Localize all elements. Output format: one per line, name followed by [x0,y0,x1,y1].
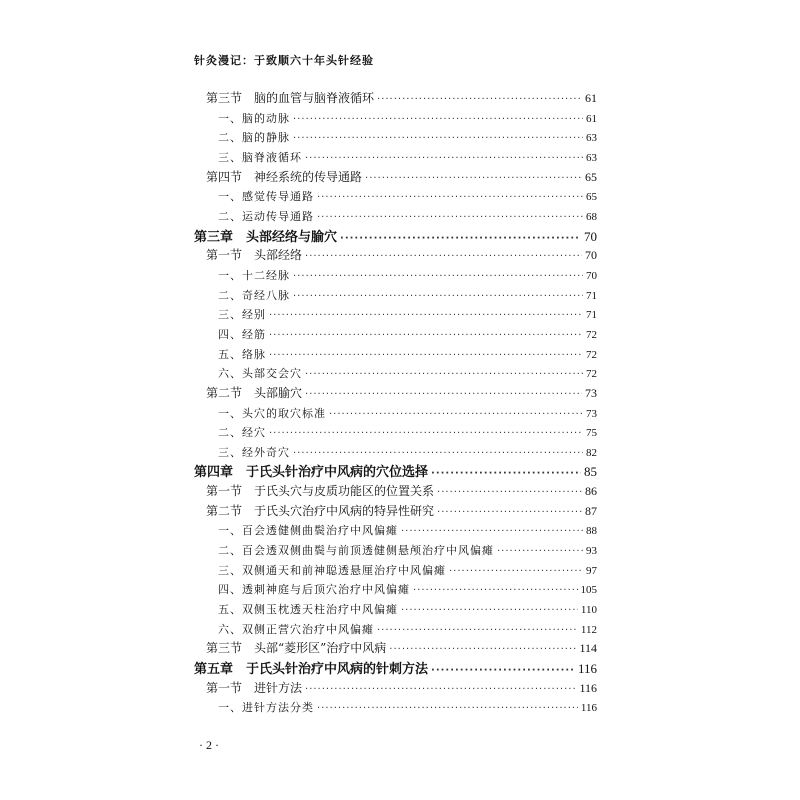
toc-entry-title: 第四节 神经系统的传导通路 [206,169,363,184]
toc-entry-page: 73 [586,407,597,420]
toc-entry-item [194,521,597,541]
toc-entry-page: 65 [586,191,597,204]
toc-entry-item [194,580,597,600]
toc-entry-section [194,639,597,659]
toc-entry-title: 一、十二经脉 [218,268,290,282]
toc-entry-page: 70 [586,269,597,282]
toc-entry-section [194,384,597,404]
dot-leader [305,680,576,700]
toc-entry-title: 二、脑的静脉 [218,131,290,145]
dot-leader [377,621,578,641]
toc-entry-page: 68 [586,210,597,223]
dot-leader [293,129,583,149]
toc-entry-page: 85 [584,464,597,480]
toc-entry-title: 第二节 头部腧穴 [206,385,303,400]
toc-entry-title: 三、双侧通天和前神聪透悬厘治疗中风偏瘫 [218,563,446,577]
toc-entry-page: 71 [586,309,597,322]
dot-leader [437,503,582,523]
dot-leader [317,699,578,719]
toc-entry-page: 116 [577,661,597,677]
toc-entry-page: 65 [585,169,597,184]
toc-entry-page: 72 [586,348,597,361]
toc-entry-item [194,325,597,345]
dot-leader [293,287,583,307]
dot-leader [317,188,583,208]
toc-entry-section [194,482,597,502]
toc-entry-page: 72 [586,368,597,381]
page-number: · 2 · [199,738,219,752]
toc-entry-title: 二、经穴 [218,426,266,440]
toc-entry-item [194,286,597,306]
toc-entry-title: 第二节 于氏头穴治疗中风病的特异性研究 [206,503,435,518]
toc-entry-page: 116 [580,702,597,715]
toc-entry-page: 63 [586,132,597,145]
dot-leader [293,110,583,130]
toc-entry-page: 72 [586,328,597,341]
toc-entry-title: 第三节 脑的血管与脑脊液循环 [206,91,375,105]
dot-leader [389,640,576,660]
dot-leader [305,365,583,385]
toc-entry-title: 二、百会透双侧曲鬓与前顶透健侧悬颅治疗中风偏瘫 [218,544,494,558]
toc-entry-item [194,148,597,168]
toc-entry-item [194,109,597,129]
toc-entry-item [194,698,597,718]
dot-leader [269,306,583,326]
toc-entry-section [194,168,597,188]
toc-entry-section [194,679,597,699]
dot-leader [431,464,581,484]
toc-entry-chapter [194,462,597,482]
dot-leader [317,208,583,228]
toc-entry-page: 70 [584,228,597,244]
toc-entry-title: 四、经筋 [218,327,266,341]
toc-entry-page: 87 [585,503,597,518]
running-head: 针灸漫记：于致顺六十年头针经验 [194,54,374,67]
toc-entry-page: 61 [586,112,597,125]
toc-entry-title: 二、运动传导通路 [218,209,314,223]
toc-entry-item [194,207,597,227]
dot-leader [365,169,582,189]
dot-leader [413,581,578,601]
toc-entry-title: 一、百会透健侧曲鬓治疗中风偏瘫 [218,524,398,538]
dot-leader [401,601,578,621]
dot-leader [293,267,583,287]
toc-entry-title: 第五章 于氏头针治疗中风病的针刺方法 [194,662,429,678]
toc-entry-title: 一、脑的动脉 [218,111,290,125]
dot-leader [269,346,583,366]
toc-entry-title: 六、头部交会穴 [218,367,302,381]
toc-entry-page: 63 [586,151,597,164]
toc-entry-title: 四、透刺神庭与后顶穴治疗中风偏瘫 [218,583,410,597]
toc-entry-page: 105 [580,584,597,597]
toc-entry-item [194,266,597,286]
dot-leader [449,562,583,582]
toc-entry-item [194,128,597,148]
toc-entry-item [194,345,597,365]
toc-entry-item [194,600,597,620]
toc-entry-page: 70 [585,248,597,263]
toc-entry-title: 五、络脉 [218,347,266,361]
toc-entry-title: 五、双侧玉枕透天柱治疗中风偏瘫 [218,603,398,617]
dot-leader [340,229,581,249]
toc-entry-title: 三、经别 [218,308,266,322]
dot-leader [305,149,583,169]
toc-entry-page: 75 [586,427,597,440]
toc-entry-page: 97 [586,564,597,577]
toc-entry-title: 三、经外奇穴 [218,445,290,459]
toc-entry-page: 114 [579,641,597,656]
toc-entry-item [194,443,597,463]
toc-entry-item [194,305,597,325]
toc-entry-chapter [194,227,597,247]
toc-entry-section [194,246,597,266]
toc-entry-page: 116 [579,680,597,695]
toc-entry-title: 第一节 头部经络 [206,248,303,263]
toc-entry-page: 73 [585,385,597,400]
dot-leader [293,444,583,464]
dot-leader [305,247,582,267]
toc-entry-title: 第一节 进针方法 [206,680,303,695]
dot-leader [437,483,582,503]
toc-entry-page: 82 [586,446,597,459]
dot-leader [431,661,575,681]
dot-leader [269,326,583,346]
dot-leader [401,522,583,542]
toc-entry-section [194,502,597,522]
toc-entry-page: 71 [586,289,597,302]
toc-entry-page: 61 [585,91,597,105]
toc-entry-item [194,423,597,443]
toc-entry-page: 88 [586,525,597,538]
toc-entry-page: 112 [580,623,597,636]
toc-entry-title: 第三节 头部“菱形区”治疗中风病 [206,641,387,656]
toc-entry-title: 三、脑脊液循环 [218,150,302,164]
dot-leader [329,405,583,425]
dot-leader [269,424,583,444]
toc-entry-title: 一、感觉传导通路 [218,190,314,204]
toc-entry-chapter [194,659,597,679]
toc-entry-item [194,541,597,561]
toc-entry-title: 一、进针方法分类 [218,701,314,715]
toc-entry-title: 第一节 于氏头穴与皮质功能区的位置关系 [206,484,435,499]
toc-entry-page: 110 [580,604,597,617]
dot-leader [497,542,583,562]
toc-entry-title: 六、双侧正营穴治疗中风偏瘫 [218,622,374,636]
toc-entry-title: 一、头穴的取穴标准 [218,406,326,420]
toc-entry-item [194,404,597,424]
dot-leader [305,385,582,405]
toc-entry-title: 第三章 头部经络与腧穴 [194,229,338,245]
toc-entry-title: 第四章 于氏头针治疗中风病的穴位选择 [194,465,429,481]
toc-entry-page: 86 [585,484,597,499]
toc-entry-section [194,89,597,109]
toc-entry-item [194,187,597,207]
toc-entry-item [194,561,597,581]
toc-entry-item [194,364,597,384]
dot-leader [377,90,582,110]
toc-entry-item [194,620,597,640]
table-of-contents [194,89,597,718]
toc-entry-title: 二、奇经八脉 [218,288,290,302]
toc-entry-page: 93 [586,545,597,558]
